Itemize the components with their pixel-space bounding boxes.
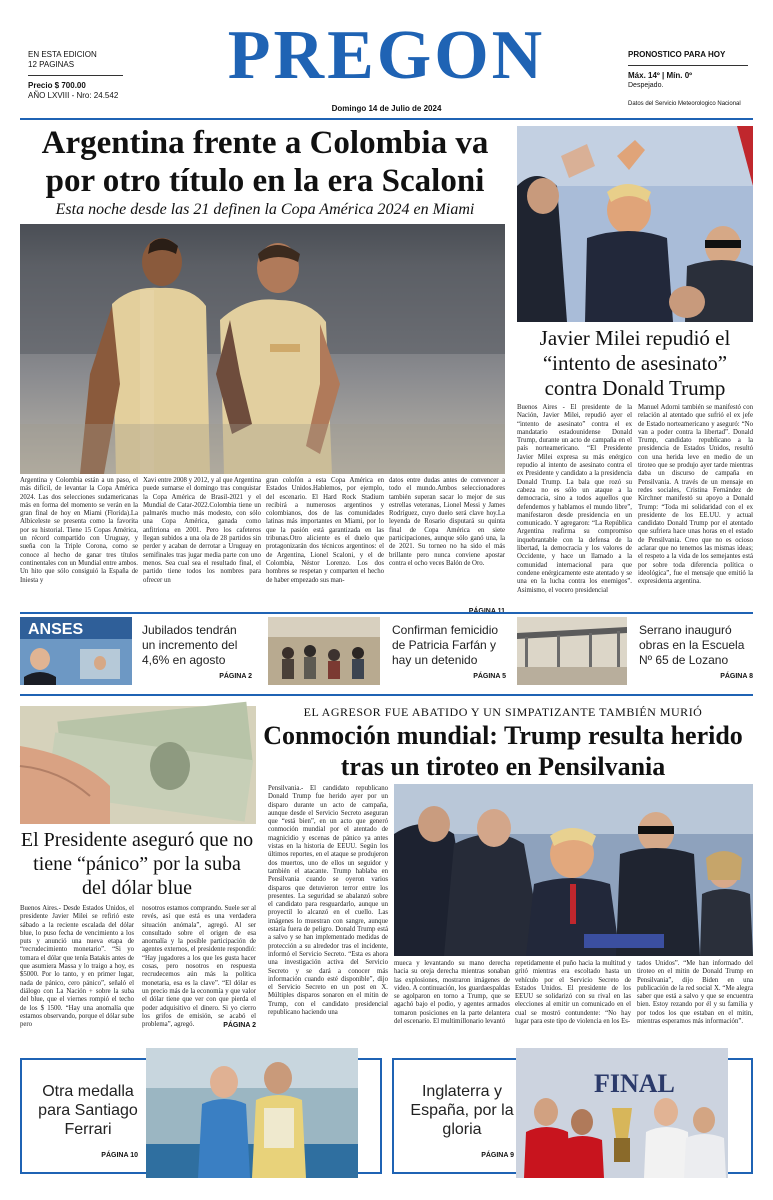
teaser-jubilados[interactable] <box>20 617 252 687</box>
lead-column-2: Xavi entre 2008 y 2012, y al que Argentina puede sumarse el domingo tras conquistar la Copa América de Brasil-2021 y el Mundial de Catar-2022.Colombia tiene un palmarés mucho más modesto, con sólo una Copa América, ganada como anfitriona en 2001. Pero los cafeteros llegan subidos a una ola de 28 partidos sin perder y acaban de derrotar a Uruguay en semifinales tras jugar media parte con uno menos. Sea cual sea el resultado final, el partido tiene todos los nombres para ofrecer un <box>143 477 261 584</box>
teaser-rule-top <box>20 612 753 614</box>
edition-date: Domingo 14 de Julio de 2024 <box>331 104 442 113</box>
trump-column-4: tados Unidos”. “Me han informado del tiroteo en el mitin de Donald Trump en Pensilvania”, dijo Biden en una publicación de la red social X. “Me alegra saber que está a salvo y que se encuentra bien. Estoy rezando por él y su familia y por todos los que estaban en el mitin, mientras esperamos más información”. <box>637 960 753 1026</box>
athletes-illustration <box>146 1048 358 1178</box>
lead-column-4: datos entre dudas antes de convencer a todo el mundo.Ambos seleccionadores también superan sacar lo mejor de sus estrellas veteranas, Lionel Messi y James Rodríguez, cuyo duelo será clave hoy.La leyenda de Rosario disputará su quinta final de Copa América en siete participaciones, aunque sólo ganó una, la de 2021. Su torneo no ha sido el más brillante pero nunca conviene apostar contra el ocho veces Balón de Oro. <box>389 477 505 567</box>
teaser-rule-bottom <box>20 694 753 696</box>
forecast-temps: Máx. 14º | Mín. 0º <box>628 71 693 80</box>
milei-headline[interactable]: Javier Milei repudió el “intento de asesinato” contra Donald Trump <box>539 326 731 400</box>
dolar-column-2: nosotros estamos comprando. Suele ser al revés, así que está es una verdadera situación anómala”, agregó. Al ser consultado sobre el origen de esa anomalía y la posible participación de agentes externos, el presidente respondió: “Hay jugadores a los que les gusta hacer cosas, pero nosotros en respuesta recrudecemos aún más la política monetaria, esa es la clave”. “El dólar es un precio más de la economía y que valor el dólar tiene que ver con que pierda el poder adquisitivo el dinero. Si yo cierro los grifos de emisión, se acabó el problema”, agregó. <box>142 905 256 1029</box>
lead-column-1: Argentina y Colombia están a un paso, el más difícil, de levantar la Copa América 2024. Las dos selecciones sudamericanas más en forma del momento se verán en la gran final de hoy en Miami (Florida).La Albiceleste se presenta como la favorita por su historial. Tiene 15 Copas América, un récord compartido con Uruguay, y sueña con la Triple Corona, como se conoce al hecho de ganar tres títulos continentales con un Mundial entre ambos. Un hito que sólo consiguió la España de Iniesta y <box>20 477 138 584</box>
lead-photo[interactable] <box>20 224 505 474</box>
final-poster-illustration <box>516 1048 728 1178</box>
bottom-title: Inglaterra y España, por la gloria <box>410 1083 514 1138</box>
anses-photo <box>20 617 132 685</box>
teaser-femicidio[interactable] <box>268 617 506 687</box>
price-label: Precio $ 700.00 <box>28 81 86 90</box>
year-number-label: AÑO LXVIII - Nro: 24.542 <box>28 91 119 100</box>
bottom-page-ref[interactable]: PÁGINA 9 <box>481 1152 514 1159</box>
bottom-title: Otra medalla para Santiago Ferrari <box>38 1083 138 1138</box>
trump-main-photo[interactable] <box>394 784 753 956</box>
lead-headline[interactable]: Argentina frente a Colombia va por otro título en la era Scaloni <box>41 125 489 199</box>
dollar-photo[interactable] <box>20 706 256 824</box>
lead-page-ref[interactable]: PÁGINA 11 <box>468 608 505 615</box>
trump-column-2: mueca y levantando su mano derecha hacia su oreja derecha mientras sonaban las explosiones, mostraron imágenes de video. A continuación, los guardaespaldas se agolparon en torno a Trump, que se agachó bajo el podio, y agentes armados tomaron posiciones en la parte delantera del escenario. El multimillonario levantó <box>394 960 510 1026</box>
trump-shielded-illustration <box>394 784 753 956</box>
dolar-column-1: Buenos Aires.- Desde Estados Unidos, el presidente Javier Milei se refirió este sábado a la reciente escalada del dólar blue, lo puso fecha de vencimiento a los puts y anunció una nueva etapa de “recrudecimiento monetario”. “Si yo tomara el dólar que tenía Batakis antes de que asumiera Massa y lo traigo a hoy, es $5000. Por lo tanto, y en primer lugar, nada de pánico, cero pánico”, señaló el diálogo con La Nación + sobre la suba del blue, que el viernes rompió el techo de los $ 1500. “Hay una anomalía que estamos observando, porque el dólar sube pero <box>20 905 134 1029</box>
escuela-photo <box>517 617 627 685</box>
trump-column-1: Pensilvania.- El candidato republicano Donald Trump fue herido ayer por un disparo durante un acto de campaña, aunque desde el Servicio Secreto aseguran que “está bien”, en un acto que generó conmoción mundial por el atentado de magnicidio y escenas de pánico ya antes vistas en la historia de EEUU. Según los últimos reportes, en el ataque se produjeron dos muertos, uno de ellos un seguidor y también el atacante. Trump hablaba en Pensilvania cuando se oyeron varios disparos que detuvieron terror entre los presentes. La seguridad se abalanzó sobre el candidato para resguardarlo, aunque un proyectil lo alcanzó en el cuello. Las imágenes lo muestran con sangre, aunque estaría fuera de peligro. Donald Trump está a salvo y se han implementado medidas de protección a su alrededor tras el incidente, informó el Servicio Secreto. “Esta es ahora una investigación activa del Servicio Secreto y se dará a conocer más información cuando esté disponible”, dijo el Servicio Secreto en un post en X. Múltiples disparos sonaron en el mitin de Trump, con el candidato presidencial republicano haciendo una <box>268 785 388 1017</box>
final-poster-photo[interactable] <box>516 1048 728 1178</box>
masthead <box>0 0 773 118</box>
femicidio-photo <box>268 617 380 685</box>
lead-subhead: Esta noche desde las 21 definen la Copa América 2024 en Miami <box>55 201 475 218</box>
anses-photo-label: ANSES <box>28 621 84 638</box>
teaser-page-ref[interactable]: PÁGINA 8 <box>720 673 753 680</box>
milei-column-2: Manuel Adorni también se manifestó con relación al atentado que sufrió el ex jefe de Estado norteamericano y aseguró: “No van a poder contra la libertad”. Donald Trump, candidato republicano a la presidencia de Estados Unidos, resultó con una herida leve en medio de un tiroteo que se produjo ayer tarde mientras daba un discurso de campaña en Pensilvania. A través de un mensaje en redes sociales, Cristina Fernández de Kirchner manifestó su apoyo a Donald Trump: “Toda mi solidaridad con el ex presidente de los EE.UU. y actual candidato Donald Trump por el atentado que sufriera hace unas horas en el estado de Pensilvania. Creo que no es ocioso aclarar que no tenemos las mismas ideas; el respeto a la vida de los semejantes está por sobre toda diferencia política o ideológica”, fue el mensaje que emitió la expresidenta argentina. <box>638 404 753 586</box>
trump-kicker: EL AGRESOR FUE ABATIDO Y UN SIMPATIZANTE TAMBIÉN MURIÓ <box>303 705 703 719</box>
trump-rally-photo[interactable] <box>517 126 753 322</box>
dolar-headline[interactable]: El Presidente aseguró que no tiene “pánico” por la suba del dólar blue <box>20 829 254 899</box>
trump-headline[interactable]: Conmoción mundial: Trump resulta herido tras un tiroteo en Pensilvania <box>263 721 743 781</box>
forecast-state: Despejado. <box>628 82 664 89</box>
teaser-title: Serrano inauguró obras en la Escuela Nº 65 de Lozano <box>639 623 745 667</box>
teaser-serrano[interactable] <box>517 617 753 687</box>
milei-column-1: Buenos Aires - El presidente de la Nación, Javier Milei, repudió ayer el “intento de asesinato” contra el ex mandatario estadounidense Donald Trump, durante un acto de campaña en el país norteamericano. “El Presidente Javier Milei expresa su más enérgico repudio al intento de asesinato contra el ex Presidente y candidato a la presidencia Donald Trump. La bala que rozó su cabeza no es sólo un ataque a la democracia, sino a todos aquellos que defendemos y hablamos el mundo libre”, manifestaron desde presidencia en un comunicado. Y agregaron: “La República Argentina reafirma su compromiso inquebrantable con la defensa de la libertad, la democracia y los valores de Occidente, y hace un llamado a la comunidad internacional para que condene enérgicamente este atentado y se una en la lucha contra los enemigos”. Asimismo, el vocero presidencial <box>517 404 632 594</box>
teaser-page-ref[interactable]: PÁGINA 2 <box>219 673 252 680</box>
ferrari-photo[interactable] <box>146 1048 358 1178</box>
players-training-illustration <box>20 224 505 474</box>
lead-column-3: gran colofón a esta Copa América en Estados Unidos.Hablemos, por ejemplo, del escenario. El Hard Rock Stadium recibirá a numerosos argentinos y colombianos, dos de las comunidades latinas más importantes en Miami, por lo que la pasión está garantizada en las tribunas.Otro aliciente es el duelo que protagonizarán dos técnicos argentinos: el de Argentina, Lionel Scaloni, y el de Colombia, Néstor Lorenzo. Los dos hombres se respetan y comparten el hecho de haber empezado sus man- <box>266 477 384 584</box>
trump-rally-illustration <box>517 126 753 322</box>
dollar-bills-illustration <box>20 706 256 824</box>
forecast-box <box>628 50 768 109</box>
final-poster-label: FINAL <box>594 1069 675 1098</box>
teaser-page-ref[interactable]: PÁGINA 5 <box>473 673 506 680</box>
forecast-title: PRONOSTICO PARA HOY <box>628 50 726 59</box>
crowd-illustration <box>268 617 380 685</box>
dolar-page-ref[interactable]: PÁGINA 2 <box>223 1022 256 1029</box>
divider <box>628 65 748 66</box>
school-shelter-illustration <box>517 617 627 685</box>
forecast-source: Datos del Servicio Meteorologico Nacional <box>628 101 741 107</box>
anses-illustration <box>20 617 132 685</box>
teaser-title: Confirman femicidio de Patricia Farfán y hay un detenido <box>392 623 499 667</box>
pages-label: 12 PAGINAS <box>28 60 75 69</box>
masthead-rule <box>20 118 753 120</box>
bottom-page-ref[interactable]: PÁGINA 10 <box>101 1152 138 1159</box>
newspaper-title: PREGON <box>227 17 546 94</box>
teaser-title: Jubilados tendrán un incremento del 4,6% en agosto <box>142 623 238 667</box>
trump-column-3: repetidamente el puño hacia la multitud y gritó mientras era escoltado hasta un vehículo por el Servicio Secreto de Estados Unidos. El presidente de los EEUU se solidarizó con su rival en las elecciones al emitir un comunicado en el cual se mostró contundente: “No hay lugar para este tipo de violencia en los Es- <box>515 960 631 1026</box>
edition-label: EN ESTA EDICION <box>28 50 97 59</box>
